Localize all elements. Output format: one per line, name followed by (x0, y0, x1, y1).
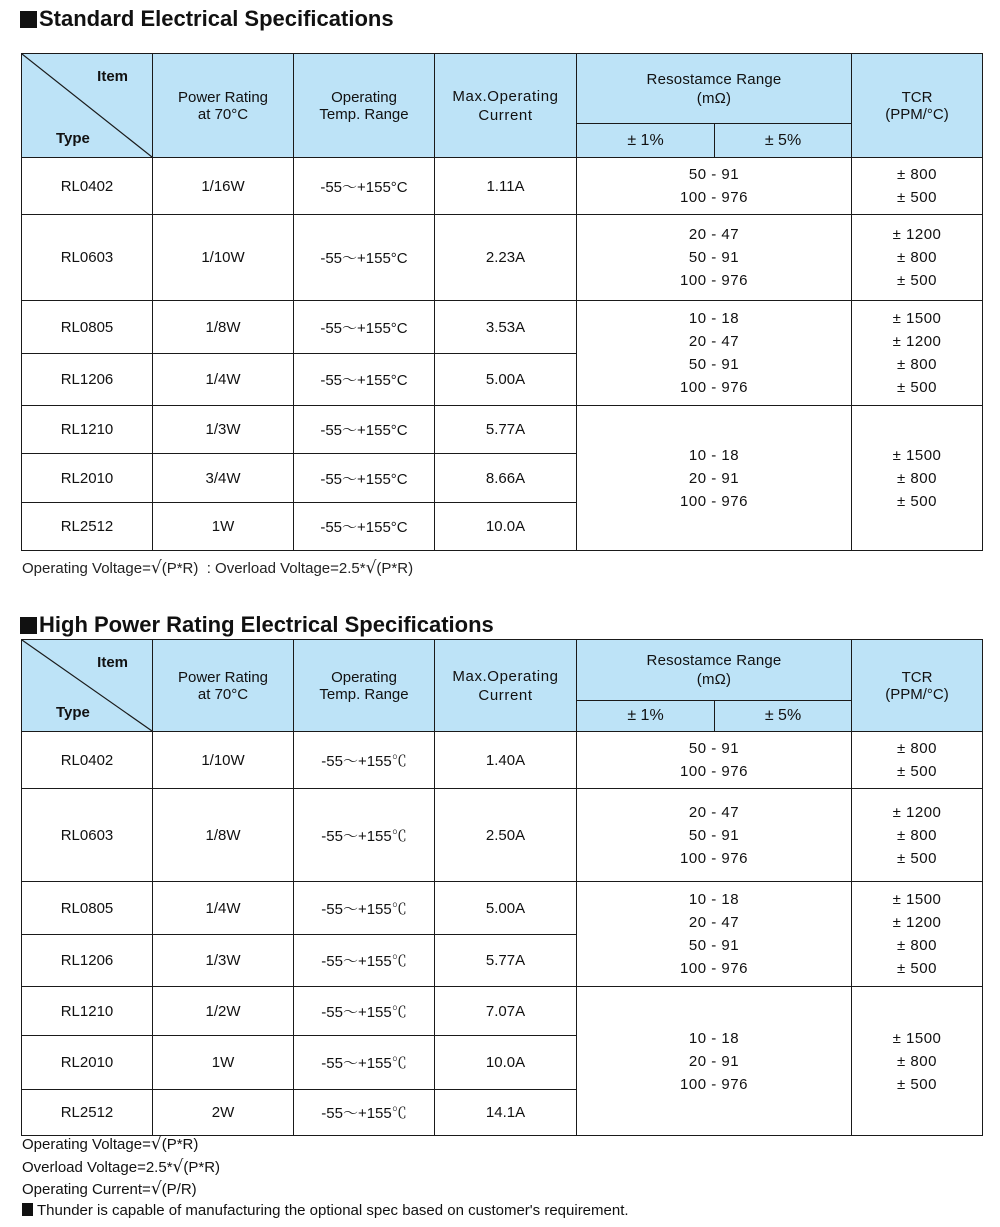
header-item-label: Item (97, 68, 128, 85)
temp-cell: -55～+155°C (294, 158, 435, 215)
power-cell: 1/2W (153, 987, 294, 1036)
temp-cell: -55～+155℃ (294, 1090, 435, 1136)
table-row (22, 158, 983, 215)
table-row (22, 987, 983, 1036)
table-row (22, 406, 983, 454)
resistance-range-cell: 20 - 47 50 - 91 100 - 976 (577, 215, 852, 301)
power-cell: 1/10W (153, 215, 294, 301)
header-tcr: TCR (PPM/°C) (852, 54, 983, 158)
header-item-type-cell (22, 54, 153, 158)
sqrt-symbol: √ (172, 1157, 184, 1177)
header-resistance-range: Resostamce Range (mΩ) (577, 54, 852, 124)
current-cell: 1.11A (435, 158, 577, 215)
temp-cell: -55～+155℃ (294, 882, 435, 935)
temp-cell: -55～+155°C (294, 301, 435, 354)
temp-cell: -55～+155°C (294, 503, 435, 551)
tcr-cell: ± 800 ± 500 (852, 158, 983, 215)
current-cell: 8.66A (435, 454, 577, 503)
temp-cell: -55～+155°C (294, 354, 435, 406)
header-resistance-range: Resostamce Range (mΩ) (577, 640, 852, 701)
high-power-spec-table (21, 639, 983, 1136)
current-cell: 1.40A (435, 732, 577, 789)
resistance-range-cell: 10 - 18 20 - 47 50 - 91 100 - 976 (577, 882, 852, 987)
standard-spec-table (21, 53, 983, 551)
header-max-current: Max.Operating Current (435, 640, 577, 732)
header-item-type-cell (22, 640, 153, 732)
header-power-rating: Power Rating at 70°C (153, 640, 294, 732)
current-cell: 3.53A (435, 301, 577, 354)
type-cell: RL0805 (22, 882, 153, 935)
square-bullet-icon (20, 617, 37, 634)
current-cell: 10.0A (435, 1036, 577, 1090)
header-type-label: Type (56, 130, 90, 147)
temp-cell: -55～+155°C (294, 454, 435, 503)
resistance-range-cell: 10 - 18 20 - 47 50 - 91 100 - 976 (577, 301, 852, 406)
square-bullet-icon (22, 1203, 33, 1216)
type-cell: RL0402 (22, 732, 153, 789)
power-cell: 1/3W (153, 935, 294, 987)
power-cell: 1W (153, 1036, 294, 1090)
power-cell: 1/4W (153, 882, 294, 935)
type-cell: RL1210 (22, 406, 153, 454)
sqrt-symbol: √ (150, 1134, 162, 1154)
power-cell: 1/8W (153, 789, 294, 882)
type-cell: RL1206 (22, 935, 153, 987)
header-tcr: TCR (PPM/°C) (852, 640, 983, 732)
standard-section-title (20, 6, 394, 32)
tcr-cell: ± 1200 ± 800 ± 500 (852, 215, 983, 301)
operating-current-note: Operating Current=√(P/R) (22, 1179, 197, 1199)
current-cell: 5.00A (435, 354, 577, 406)
type-cell: RL0805 (22, 301, 153, 354)
type-cell: RL0603 (22, 215, 153, 301)
header-max-current: Max.Operating Current (435, 54, 577, 158)
current-cell: 5.00A (435, 882, 577, 935)
resistance-range-cell: 10 - 18 20 - 91 100 - 976 (577, 406, 852, 551)
type-cell: RL2010 (22, 1036, 153, 1090)
overload-voltage-note: Overload Voltage=2.5*√(P*R) (22, 1157, 221, 1177)
table-row (22, 301, 983, 354)
temp-cell: -55～+155℃ (294, 935, 435, 987)
tcr-cell: ± 1500 ± 800 ± 500 (852, 987, 983, 1136)
tcr-cell: ± 1200 ± 800 ± 500 (852, 789, 983, 882)
tcr-cell: ± 800 ± 500 (852, 732, 983, 789)
sqrt-symbol: √ (150, 1179, 162, 1199)
power-cell: 2W (153, 1090, 294, 1136)
sqrt-symbol: √ (150, 558, 162, 578)
resistance-range-cell: 10 - 18 20 - 91 100 - 976 (577, 987, 852, 1136)
power-cell: 1/16W (153, 158, 294, 215)
power-cell: 1W (153, 503, 294, 551)
tcr-cell: ± 1500 ± 1200 ± 800 ± 500 (852, 882, 983, 987)
current-cell: 5.77A (435, 406, 577, 454)
type-cell: RL1210 (22, 987, 153, 1036)
sqrt-symbol: √ (365, 558, 377, 578)
type-cell: RL2010 (22, 454, 153, 503)
tcr-cell: ± 1500 ± 1200 ± 800 ± 500 (852, 301, 983, 406)
table-row (22, 732, 983, 789)
type-cell: RL2512 (22, 1090, 153, 1136)
standard-title-text: Standard Electrical Specifications (39, 6, 394, 31)
type-cell: RL1206 (22, 354, 153, 406)
header-operating-temp: Operating Temp. Range (294, 640, 435, 732)
operating-voltage-note: Operating Voltage=√(P*R) (22, 1134, 199, 1154)
type-cell: RL0603 (22, 789, 153, 882)
table-row (22, 215, 983, 301)
power-cell: 1/4W (153, 354, 294, 406)
temp-cell: -55～+155℃ (294, 987, 435, 1036)
header-tolerance-5: ± 5% (715, 124, 852, 158)
header-tolerance-1: ± 1% (577, 701, 715, 732)
power-cell: 1/3W (153, 406, 294, 454)
high-power-section-title (20, 612, 494, 638)
type-cell: RL2512 (22, 503, 153, 551)
temp-cell: -55～+155°C (294, 406, 435, 454)
header-item-label: Item (97, 654, 128, 671)
square-bullet-icon (20, 11, 37, 28)
header-type-label: Type (56, 704, 90, 721)
table-row (22, 882, 983, 935)
type-cell: RL0402 (22, 158, 153, 215)
footer-note: Thunder is capable of manufacturing the optional spec based on customer's requirement. (22, 1200, 629, 1222)
tcr-cell: ± 1500 ± 800 ± 500 (852, 406, 983, 551)
temp-cell: -55～+155℃ (294, 789, 435, 882)
temp-cell: -55～+155°C (294, 215, 435, 301)
high-power-title-text: High Power Rating Electrical Specifications (39, 612, 494, 637)
header-tolerance-5: ± 5% (715, 701, 852, 732)
temp-cell: -55～+155℃ (294, 1036, 435, 1090)
standard-voltage-note: Operating Voltage=√(P*R) : Overload Voltage=2.5*√(P*R) (22, 558, 414, 578)
power-cell: 1/8W (153, 301, 294, 354)
power-cell: 1/10W (153, 732, 294, 789)
resistance-range-cell: 50 - 91 100 - 976 (577, 158, 852, 215)
temp-cell: -55～+155℃ (294, 732, 435, 789)
header-power-rating: Power Rating at 70°C (153, 54, 294, 158)
header-operating-temp: Operating Temp. Range (294, 54, 435, 158)
current-cell: 2.23A (435, 215, 577, 301)
power-cell: 3/4W (153, 454, 294, 503)
header-tolerance-1: ± 1% (577, 124, 715, 158)
current-cell: 2.50A (435, 789, 577, 882)
current-cell: 14.1A (435, 1090, 577, 1136)
current-cell: 7.07A (435, 987, 577, 1036)
resistance-range-cell: 50 - 91 100 - 976 (577, 732, 852, 789)
resistance-range-cell: 20 - 47 50 - 91 100 - 976 (577, 789, 852, 882)
table-row (22, 789, 983, 882)
current-cell: 5.77A (435, 935, 577, 987)
current-cell: 10.0A (435, 503, 577, 551)
